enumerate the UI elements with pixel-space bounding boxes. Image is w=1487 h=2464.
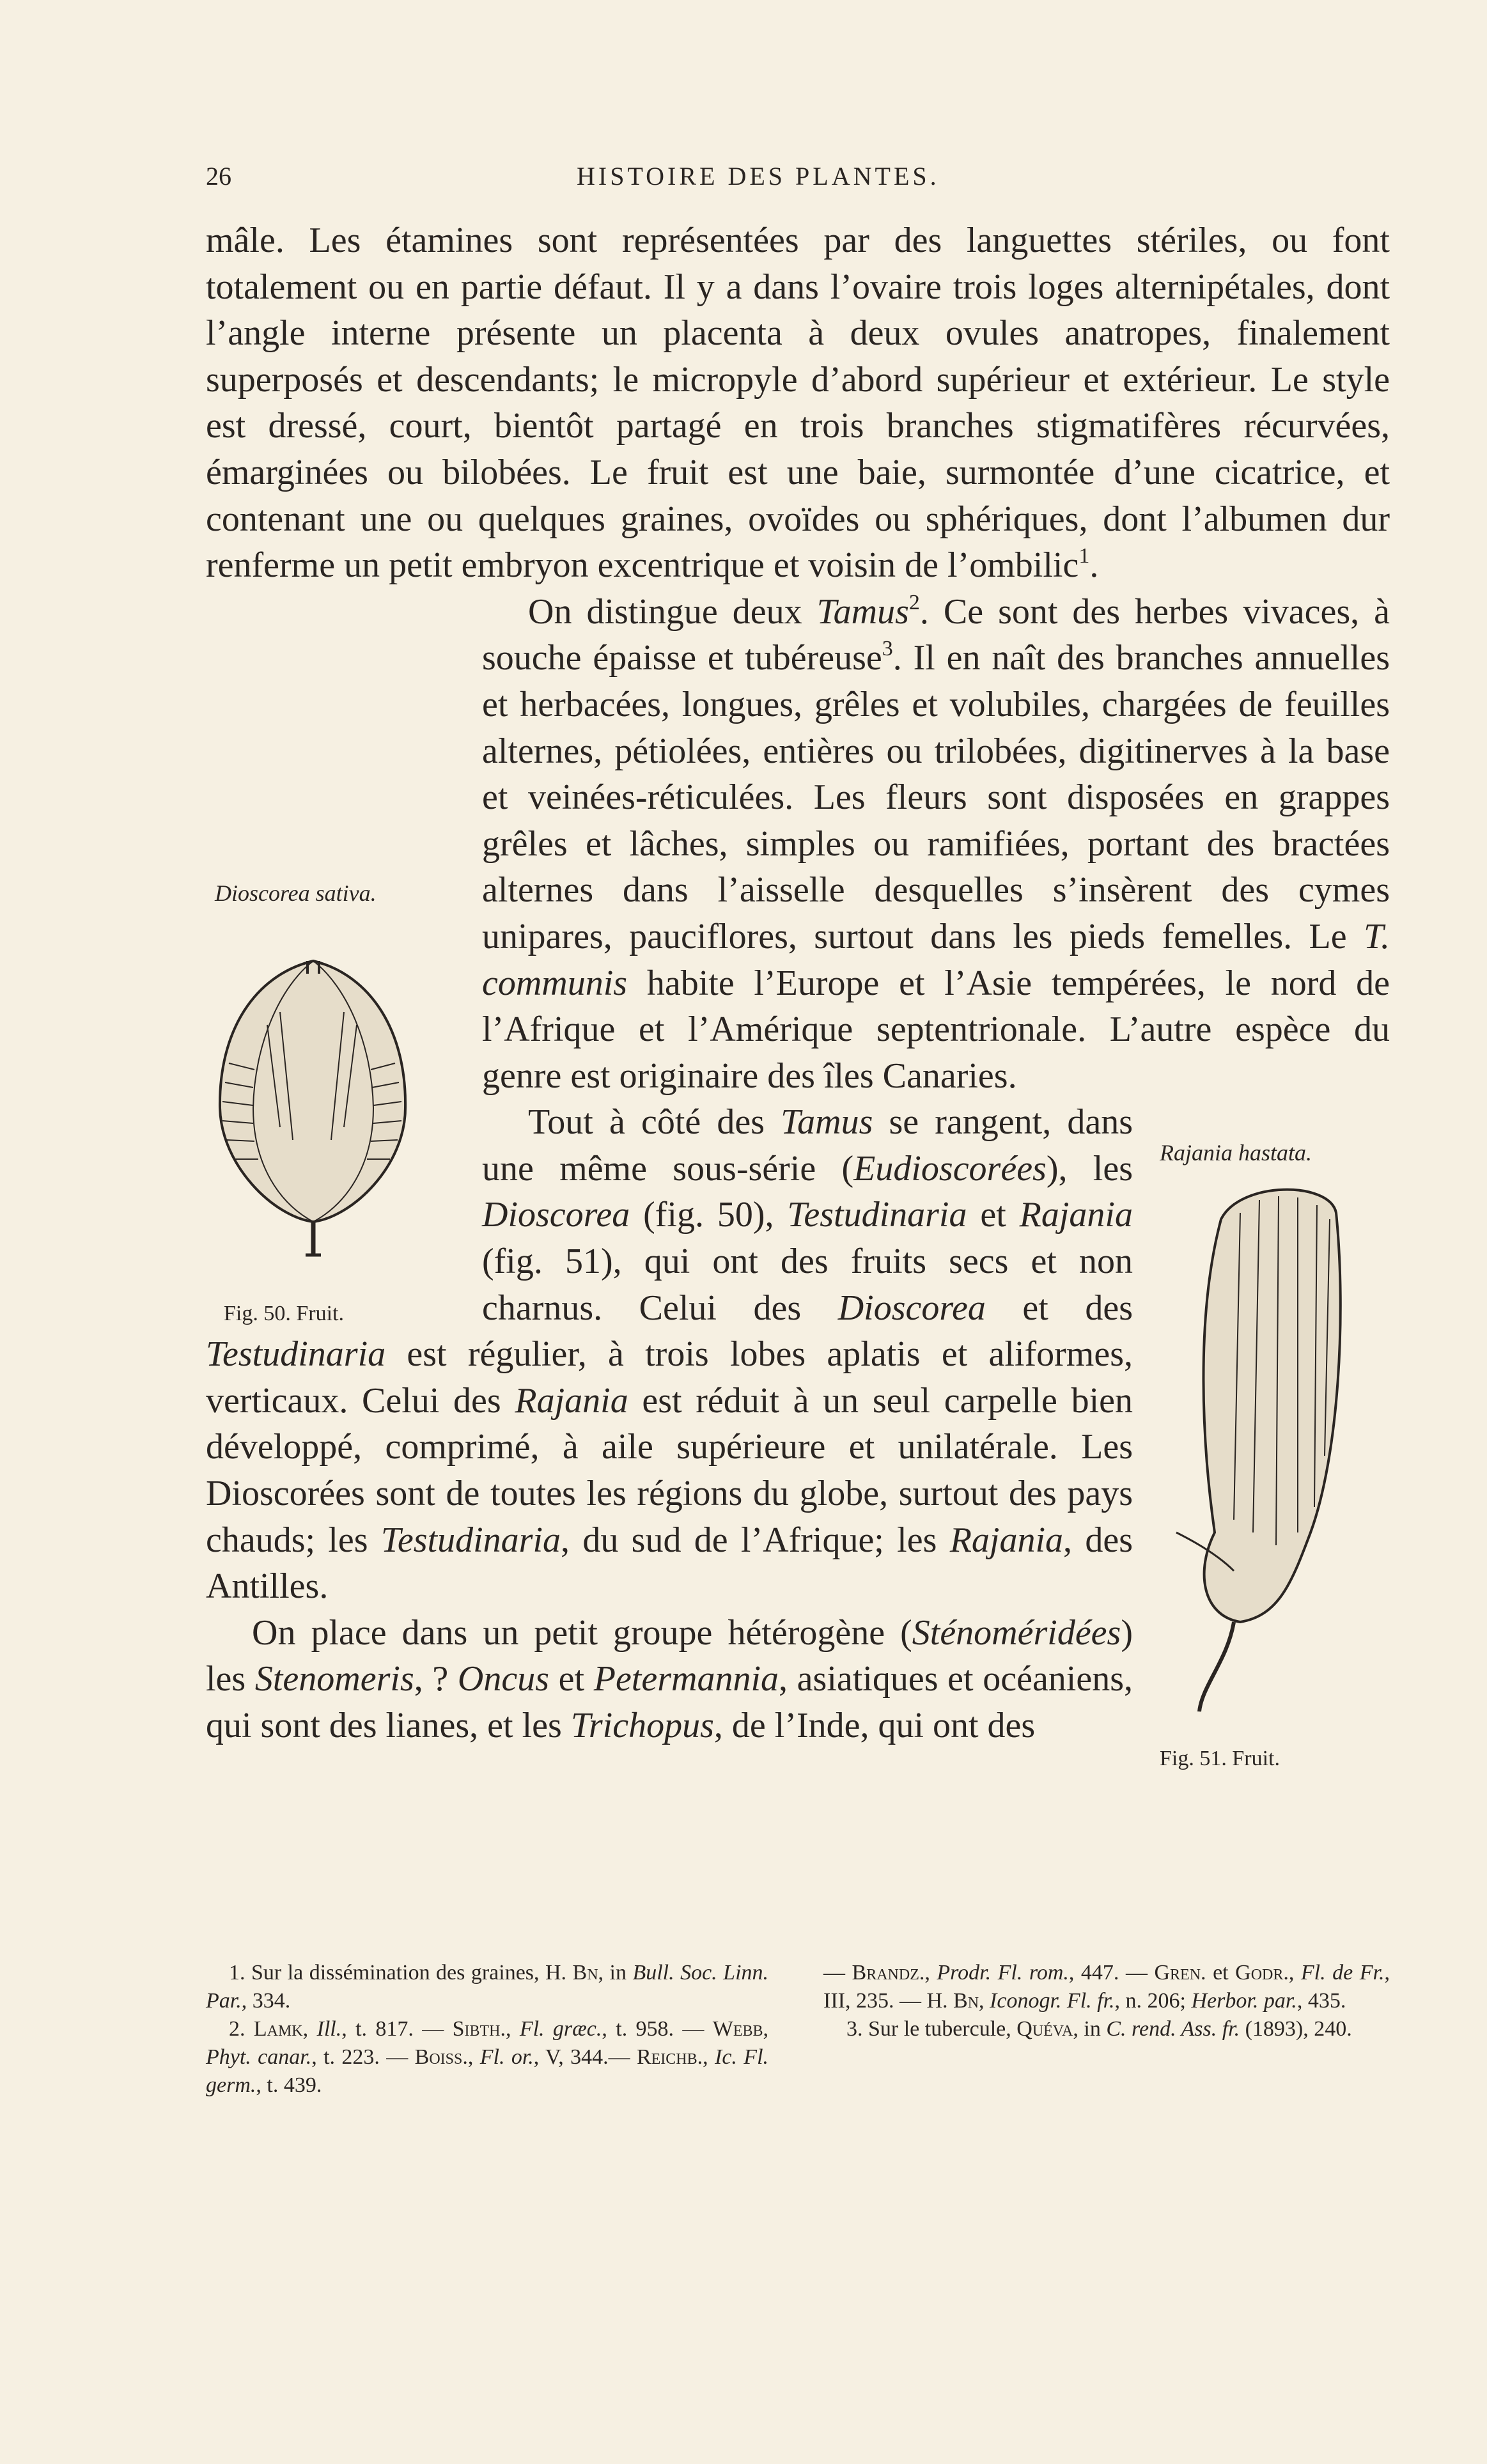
- paragraph-2: On distingue deux Tamus$^2$. Ce sont des herbes vivaces, à souche épaisse et tubéreuse$^3$. Il en naît des branches annuelles et herbacées, longues, grêles et volubiles, chargées de feuilles alternes, pétiolées, entières ou trilobées, digitinerves à la base et veinées-réticulées. Les fleurs sont disposées en grappes grêles et lâches, simples ou ramifiées, portant des bractées alternes dans l’aisselle desquelles s’insèrent des cymes unipares, pauciflores, surtout dans les pieds femelles. Le T. communis habite l’Europe et l’Asie tempérées, le nord de l’Afrique et l’Amérique septentrionale. L’autre espèce du genre est originaire des îles Canaries.: [482, 590, 1390, 1096]
- paragraph-3: Tout à côté des Tamus se rangent, dans une même sous-série (Eudioscorées), les Dioscorea (fig. 50), Testudinaria et Rajania (fig. 51), qui ont des fruits secs et non charnus. Celui des Dioscorea et des Testudinaria est régulier, à trois lobes aplatis et aliformes, verticaux. Celui des Rajania est réduit à un seul carpelle bien développé, comprimé, à aile supérieure et unilatérale. Les Dioscorées sont de toutes les régions du globe, surtout des pays chauds; les Testudinaria, du sud de l’Afrique; les Rajania, des Antilles.: [206, 1102, 1133, 1607]
- figure-50-title: Dioscorea sativa.: [215, 880, 377, 906]
- figure-51: [1160, 1130, 1390, 1866]
- page-number: 26: [206, 162, 231, 191]
- figure-51-caption: Fig. 51. Fruit.: [1160, 1747, 1280, 1771]
- figure-51-title: Rajania hastata.: [1160, 1140, 1312, 1166]
- paragraph-4: On place dans un petit groupe hétérogène (Sténoméridées) les Stenomeris, ? Oncus et Petermannia, asiatiques et océaniens, qui sont des lianes, et les Trichopus, de l’Inde, qui ont des: [206, 1612, 1133, 1745]
- rajania-fruit-illustration: [1164, 1174, 1355, 1724]
- footnote-1: 1. Sur la dissémination des graines, H. Bn, in Bull. Soc. Linn. Par., 334.: [206, 1961, 769, 2013]
- dioscorea-fruit-illustration: [203, 935, 421, 1274]
- footnote-2: 2. Lamk, Ill., t. 817. — Sibth., Fl. græc., t. 958. — Webb, Phyt. canar., t. 223. — Boiss., Fl. or., V, 344.— Reichb., Ic. Fl. germ., t. 439.: [206, 2017, 769, 2097]
- running-title: HISTOIRE DES PLANTES.: [577, 162, 940, 191]
- footnote-ref-1[interactable]: 1: [1078, 544, 1090, 568]
- main-text: [206, 217, 1390, 1866]
- footnote-ref-3[interactable]: 3: [882, 637, 893, 661]
- footnotes-column-left: [206, 1959, 768, 2100]
- figure-50: [201, 589, 463, 1325]
- footnote-3: 3. Sur le tubercule, Quéva, in C. rend. Ass. fr. (1893), 240.: [846, 2017, 1352, 2041]
- paragraph-1: mâle. Les étamines sont représentées par des languettes stériles, ou font totalement ou en partie défaut. Il y a dans l’ovaire trois loges alternipétales, dont l’angle interne présente un placenta à deux ovules anatropes, finalement superposés et descendants; le micropyle d’abord supérieur et extérieur. Le style est dressé, court, bientôt partagé en trois branches stigmatifères récurvées, émarginées ou bilobées. Le fruit est une baie, surmontée d’une cicatrice, et contenant une ou quelques graines, ovoïdes ou sphériques, dont l’albumen dur renferme un petit embryon excentrique et voisin de l’ombilic$^1$.: [206, 221, 1390, 586]
- footnote-ref-2[interactable]: 2: [908, 590, 920, 614]
- figure-50-caption: Fig. 50. Fruit.: [224, 1301, 344, 1325]
- running-header: [206, 161, 1389, 206]
- footnote-2-continued: — Brandz., Prodr. Fl. rom., 447. — Gren. et Godr., Fl. de Fr., III, 235. — H. Bn, Iconogr. Fl. fr., n. 206; Herbor. par., 435.: [823, 1961, 1390, 2013]
- footnotes-column-right: [823, 1959, 1390, 2043]
